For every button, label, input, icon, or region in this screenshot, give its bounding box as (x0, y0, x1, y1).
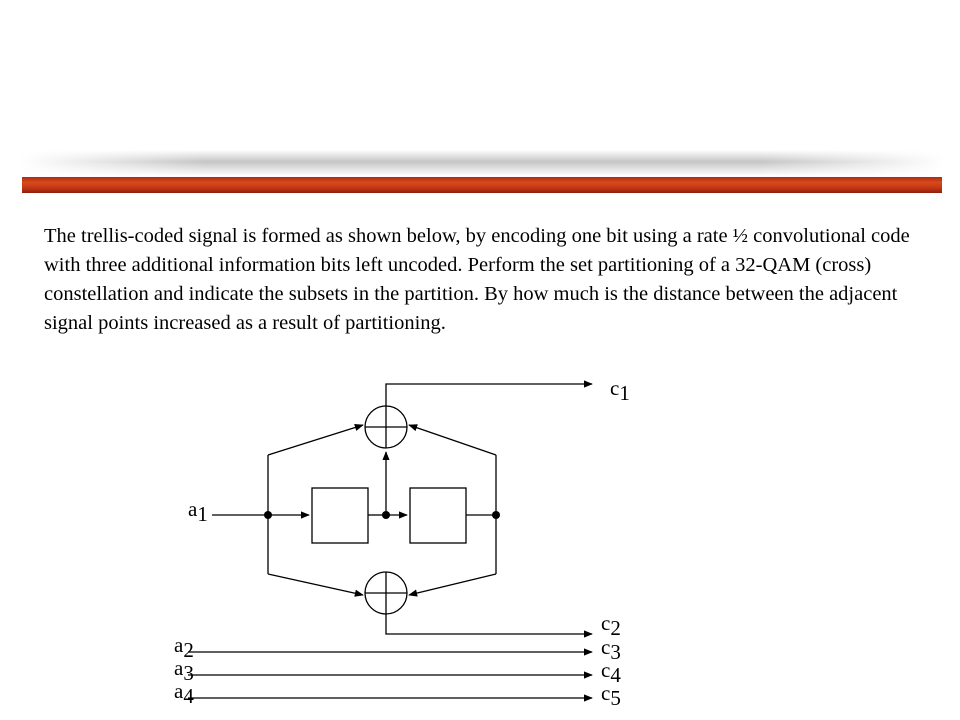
left-tap-to-top-adder (268, 425, 363, 455)
delay-element-2 (410, 488, 466, 543)
junction-node-3 (492, 511, 500, 519)
right-tap-to-bottom-adder (409, 574, 496, 595)
label-a2: a2 (174, 633, 194, 662)
junction-node-1 (264, 511, 272, 519)
delay-element-1 (312, 488, 368, 543)
label-a3: a3 (174, 656, 194, 685)
label-c2: c2 (601, 611, 621, 640)
junction-node-2 (382, 511, 390, 519)
label-c1: c1 (610, 376, 630, 405)
output-c2-line (386, 614, 592, 634)
label-a1: a1 (188, 497, 208, 526)
label-c4: c4 (601, 658, 621, 687)
left-tap-to-bottom-adder (268, 574, 363, 595)
problem-statement: The trellis-coded signal is formed as shown below, by encoding one bit using a rate ½ convolutional code with three additional information bits left uncoded. Perform the set partitioning of a 32-QAM (cross) constellation and indicate the subsets in the partition. By how much is the distance between the adjacent signal points increased as a result of partitioning. (44, 225, 910, 334)
right-tap-to-top-adder (409, 425, 496, 455)
label-c3: c3 (601, 635, 621, 664)
output-c1-line (386, 384, 592, 406)
label-a4: a4 (174, 679, 194, 708)
label-c5: c5 (601, 681, 621, 710)
